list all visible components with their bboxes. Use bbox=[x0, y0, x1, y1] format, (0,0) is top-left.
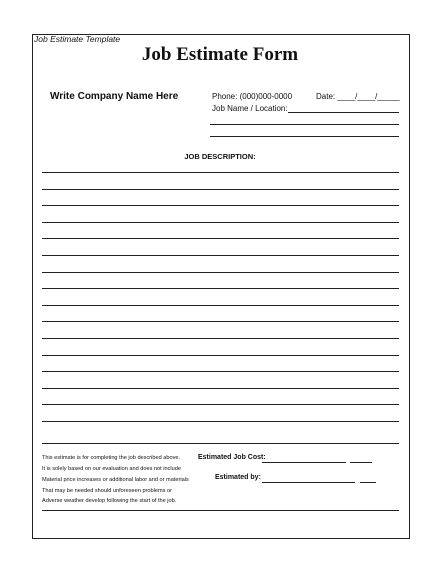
estimated-cost-line-extra[interactable] bbox=[350, 462, 372, 463]
description-line[interactable] bbox=[42, 338, 399, 339]
description-line[interactable] bbox=[42, 404, 399, 405]
description-line[interactable] bbox=[42, 288, 399, 289]
estimated-cost-label: Estimated Job Cost: bbox=[198, 454, 266, 461]
note-line-2: It is solely based on our evaluation and does not include bbox=[42, 466, 182, 472]
location-line-2[interactable] bbox=[210, 136, 399, 137]
description-line[interactable] bbox=[42, 272, 399, 273]
estimated-cost-line[interactable] bbox=[262, 462, 346, 463]
estimated-by-label: Estimated by: bbox=[215, 474, 261, 481]
description-line[interactable] bbox=[42, 255, 399, 256]
note-line-5: Adverse weather develop following the start of the job. bbox=[42, 498, 177, 504]
job-description-heading: JOB DESCRIPTION: bbox=[184, 152, 256, 161]
description-line[interactable] bbox=[42, 371, 399, 372]
description-line[interactable] bbox=[42, 205, 399, 206]
description-line[interactable] bbox=[42, 238, 399, 239]
footer-bottom-rule bbox=[42, 510, 399, 511]
description-line[interactable] bbox=[42, 421, 399, 422]
footer-top-rule bbox=[42, 443, 399, 444]
company-name: Write Company Name Here bbox=[50, 91, 179, 102]
description-line[interactable] bbox=[42, 355, 399, 356]
form-title: Job Estimate Form bbox=[141, 44, 299, 65]
job-name-label: Job Name / Location: bbox=[212, 104, 288, 113]
description-line[interactable] bbox=[42, 305, 399, 306]
description-line[interactable] bbox=[42, 388, 399, 389]
template-label: Job Estimate Template bbox=[34, 34, 121, 44]
date-field: Date: ____/____/_____ bbox=[316, 92, 400, 101]
description-line[interactable] bbox=[42, 321, 399, 322]
note-line-1: This estimate is for completing the job described above. bbox=[42, 455, 181, 461]
description-line[interactable] bbox=[42, 189, 399, 190]
note-line-4: That may be needed should unforeseen problems or bbox=[42, 488, 172, 494]
description-line[interactable] bbox=[42, 222, 399, 223]
note-line-3: Material price increases or additional labor and or materials bbox=[42, 477, 189, 483]
job-name-line[interactable] bbox=[288, 112, 399, 113]
description-line[interactable] bbox=[42, 172, 399, 173]
estimated-by-line[interactable] bbox=[262, 482, 355, 483]
phone-text: Phone: (000)000-0000 bbox=[212, 92, 293, 101]
location-line-1[interactable] bbox=[210, 124, 399, 125]
estimated-by-line-extra[interactable] bbox=[360, 482, 376, 483]
